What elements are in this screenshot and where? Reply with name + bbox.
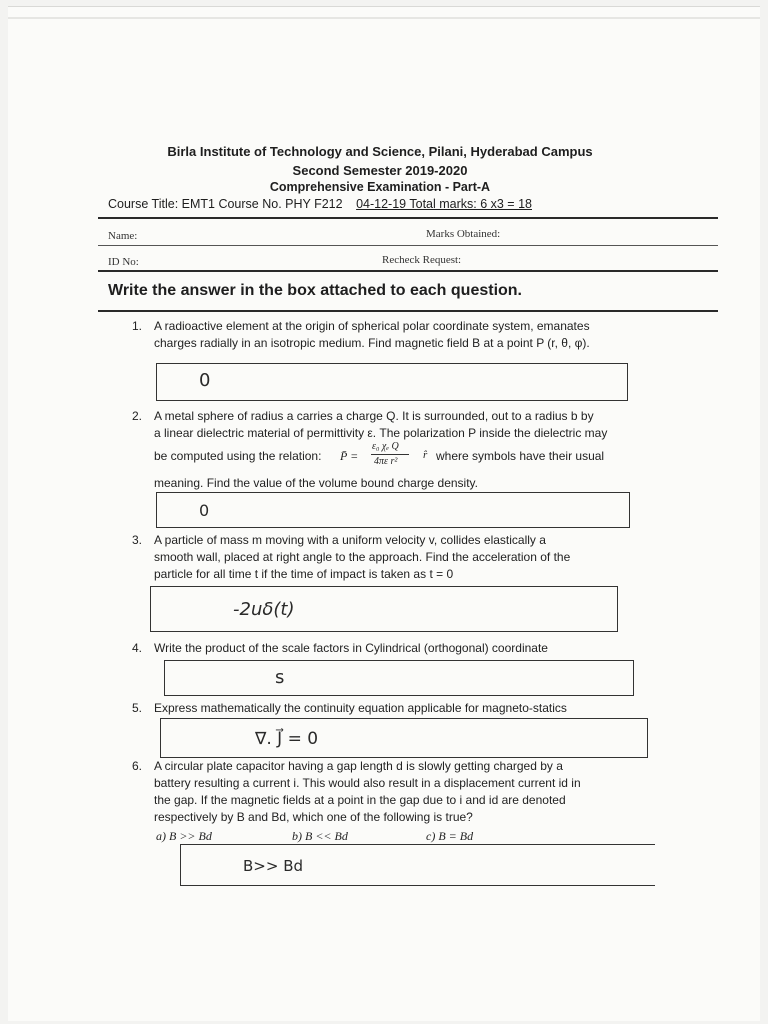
question-number: 5. [132,701,143,715]
question-text-line: smooth wall, placed at right angle to the approach. Find the acceleration of the [154,550,571,564]
answer-5: ∇. J⃗ = 0 [255,729,319,749]
answer-box-2[interactable] [156,492,630,528]
marks-obtained-label: Marks Obtained: [426,228,501,240]
question-text-line: Write the product of the scale factors in Cylindrical (orthogonal) coordinate [154,641,548,655]
question-number: 2. [132,409,143,423]
question-text-line: Express mathematically the continuity equation applicable for magneto-statics [154,701,567,715]
date-marks: 04-12-19 Total marks: 6 x3 = 18 [356,197,532,211]
question-3 [132,532,692,584]
question-2-formula-line [154,448,321,465]
question-number: 3. [132,533,143,547]
question-text-line: A metal sphere of radius a carries a charge Q. It is surrounded, out to a radius b by [154,409,594,423]
answer-box-3[interactable] [150,586,618,632]
question-text-line: the gap. If the magnetic fields at a point in the gap due to i and id are denoted [154,793,566,807]
instruction-heading: Write the answer in the box attached to each question. [108,282,522,299]
answer-4: s [275,667,285,688]
question-6 [132,758,692,828]
answer-box-6[interactable] [180,844,655,886]
institute-title: Birla Institute of Technology and Science, Pilani, Hyderabad Campus [167,144,593,159]
question-number: 4. [132,641,143,655]
answer-box-1[interactable] [156,363,628,401]
question-text-line: charges radially in an isotropic medium. Find magnetic field B at a point P (r, θ, φ). [154,336,590,350]
formula-unit-vector: r̂ [423,449,428,461]
option-a: a) B >> Bd [156,829,212,843]
answer-box-4[interactable] [164,660,634,696]
question-text-line: A particle of mass m moving with a uniform velocity v, collides elastically a [154,533,546,547]
course-line [108,197,532,211]
semester-title: Second Semester 2019-2020 [292,163,468,178]
option-c: c) B = Bd [426,829,474,843]
question-text-line: particle for all time t if the time of impact is taken as t = 0 [154,567,454,581]
option-b: b) B << Bd [292,829,348,843]
form-bottom-rule [98,270,718,272]
question-text-line: A circular plate capacitor having a gap length d is slowly getting charged by a [154,759,563,773]
name-label: Name: [108,230,138,242]
question-text-line: meaning. Find the value of the volume bound charge density. [154,476,478,490]
question-text-line: respectively by B and Bd, which one of the following is true? [154,810,473,824]
answer-box-5[interactable] [160,718,648,758]
course-info: Course Title: EMT1 Course No. PHY F212 [108,197,343,211]
formula-numerator: ε₀ χₑ Q [372,441,399,452]
question-text-line: battery resulting a current i. This would also result in a displacement current id in [154,776,581,790]
question-4 [132,640,692,658]
question-text-line: where symbols have their usual [436,449,605,463]
answer-2: 0 [199,501,210,520]
question-text-line: be computed using the relation: [154,449,322,463]
question-text-line: A radioactive element at the origin of spherical polar coordinate system, emanates [154,319,590,333]
fraction-bar [371,454,409,455]
question-1 [132,318,692,354]
formula-denominator: 4πε r² [374,456,398,467]
formula-lhs: P̄ = [340,449,359,463]
answer-3: -2uδ(t) [233,599,295,620]
question-number: 1. [132,319,143,333]
recheck-label: Recheck Request: [382,254,462,266]
id-label: ID No: [108,256,139,268]
question-5 [132,700,692,718]
answer-1: 0 [199,370,211,391]
question-number: 6. [132,759,143,773]
answer-6: B>> Bd [243,857,304,875]
question-text-line: a linear dielectric material of permittivity ε. The polarization P inside the dielectric may [154,426,608,440]
form-mid-rule [98,245,718,246]
exam-title: Comprehensive Examination - Part-A [269,180,491,194]
top-edge-line [8,17,760,19]
instruction-rule [98,310,718,312]
form-top-rule [98,217,718,219]
